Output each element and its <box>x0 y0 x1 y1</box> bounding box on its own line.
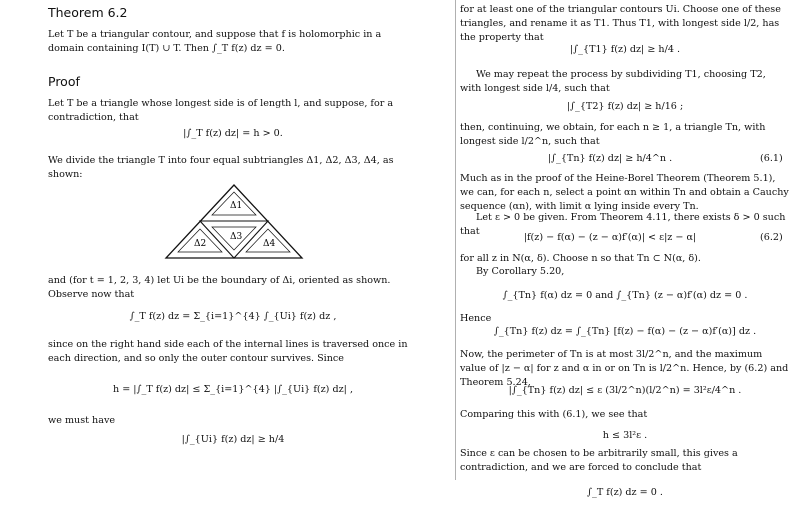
delta-4-label: Δ4 <box>263 239 276 249</box>
proof-title: Proof <box>48 74 80 89</box>
equation-number-6-1: (6.1) <box>760 153 783 164</box>
right-equation-7: |∫_{Tn} f(z) dz| ≤ ε (3l/2^n)(l/2^n) = 3l²ε/4^n . <box>508 385 742 396</box>
equation-sum: ∫_T f(z) dz = Σ_{i=1}^{4} ∫_{Ui} f(z) dz , <box>129 311 337 322</box>
equation-number-6-2: (6.2) <box>760 232 783 243</box>
proof-paragraph-4: since on the right hand side each of the internal lines is traversed once in each direction, and so only the outer contour survives. Since <box>48 339 408 364</box>
right-paragraph-6: for all z in N(α, δ). Choose n so that Tn ⊂ N(α, δ). <box>460 253 701 264</box>
right-equation-3: |∫_{Tn} f(z) dz| ≥ h/4^n . <box>547 153 673 164</box>
right-equation-6: ∫_{Tn} f(z) dz = ∫_{Tn} [f(z) − f(α) − (z − α)f′(α)] dz . <box>493 326 757 337</box>
page-divider <box>455 0 456 480</box>
equation-h: |∫_T f(z) dz| = h > 0. <box>183 128 283 139</box>
right-paragraph-7: By Corollary 5.20, <box>476 266 565 277</box>
right-equation-2: |∫_{T2} f(z) dz| ≥ h/16 ; <box>566 101 684 112</box>
proof-paragraph-5: we must have <box>48 415 116 426</box>
delta-1-label: Δ1 <box>230 201 243 211</box>
right-equation-5: ∫_{Tn} f(α) dz = 0 and ∫_{Tn} (z − α)f′(α) dz = 0 . <box>502 290 748 301</box>
subdivided-triangle-figure <box>164 181 304 261</box>
right-paragraph-5: Let ε > 0 be given. From Theorem 4.11, there exists δ > 0 such that <box>460 212 786 237</box>
proof-paragraph-3: and (for t = 1, 2, 3, 4) let Ui be the boundary of Δi, oriented as shown. Observe now that <box>48 275 391 300</box>
proof-paragraph-2: We divide the triangle T into four equal subtriangles Δ1, Δ2, Δ3, Δ4, as shown: <box>48 155 394 180</box>
right-paragraph-3: then, continuing, we obtain, for each n ≥ 1, a triangle Tn, with longest side l/2^n, such that <box>460 122 766 147</box>
right-paragraph-9: Now, the perimeter of Tn is at most 3l/2^n, and the maximum value of |z − α| for z and α in or on Tn is l/2^n. Hence, by (6.2) and Theorem 5.24, <box>460 349 789 388</box>
right-equation-1: |∫_{T1} f(z) dz| ≥ h/4 . <box>569 44 681 55</box>
right-paragraph-11: Since ε can be chosen to be arbitrarily small, this gives a contradiction, and we are forced to conclude that <box>460 448 738 473</box>
equation-bound: h = |∫_T f(z) dz| ≤ Σ_{i=1}^{4} |∫_{Ui} f(z) dz| , <box>112 384 353 395</box>
right-paragraph-1: for at least one of the triangular contours Ui. Choose one of these triangles, and rename it as T1. Thus T1, with longest side l/2, has the property that <box>460 4 781 43</box>
right-equation-4: |f(z) − f(α) − (z − α)f′(α)| < ε|z − α| <box>523 232 697 243</box>
right-paragraph-2: We may repeat the process by subdividing T1, choosing T2, with longest side l/4, such that <box>460 69 766 94</box>
right-paragraph-4: Much as in the proof of the Heine-Borel Theorem (Theorem 5.1), we can, for each n, select a point αn within Tn and obtain a Cauchy sequence (αn), with limit α lying inside every Tn. <box>460 173 789 212</box>
theorem-title: Theorem 6.2 <box>48 5 128 20</box>
theorem-text: Let T be a triangular contour, and suppose that f is holomorphic in a domain containing I(T) ∪ T. Then ∫_T f(z) dz = 0. <box>48 29 382 54</box>
delta-3-label: Δ3 <box>230 232 243 242</box>
equation-quarter: |∫_{Ui} f(z) dz| ≥ h/4 <box>181 434 285 445</box>
delta-2-label: Δ2 <box>194 239 207 249</box>
right-paragraph-8: Hence <box>460 313 492 324</box>
right-paragraph-10: Comparing this with (6.1), we see that <box>460 409 648 420</box>
right-equation-9: ∫_T f(z) dz = 0 . <box>587 487 663 498</box>
proof-paragraph-1: Let T be a triangle whose longest side is of length l, and suppose, for a contradiction, that <box>48 98 394 123</box>
right-equation-8: h ≤ 3l²ε . <box>602 430 648 441</box>
